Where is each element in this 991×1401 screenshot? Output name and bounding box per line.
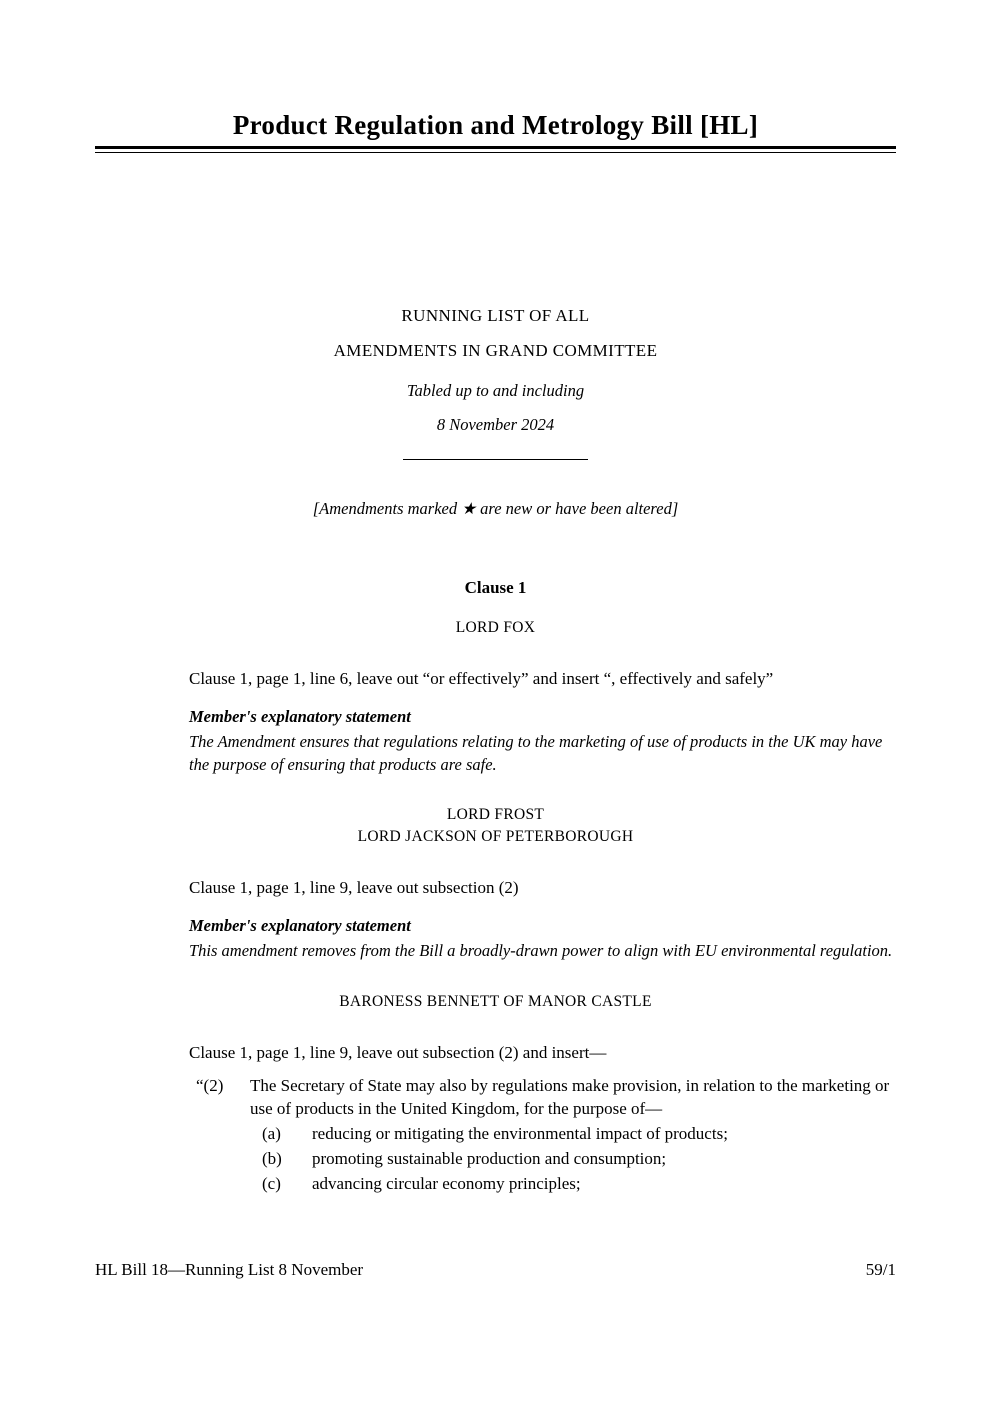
sponsor-name: LORD FOX xyxy=(455,619,536,636)
sponsor-name: BARONESS BENNETT OF MANOR CASTLE xyxy=(339,992,652,1010)
sponsor-list xyxy=(95,804,896,848)
sub-item-label: (a) xyxy=(262,1123,281,1143)
tabled-note-line-2: 8 November 2024 xyxy=(436,415,555,434)
tabled-note xyxy=(95,374,896,442)
amendment xyxy=(95,991,896,1196)
star-icon: ★ xyxy=(461,499,477,518)
explanatory-statement-heading: Member's explanatory statement xyxy=(189,916,411,935)
explanatory-statement-heading: Member's explanatory statement xyxy=(189,707,411,726)
sub-item xyxy=(250,1146,896,1171)
footer-page-number: 59/1 xyxy=(865,1260,896,1279)
amendment-instruction: Clause 1, page 1, line 6, leave out “or effectively” and insert “, effectively and safely” xyxy=(189,669,774,688)
sponsor-list xyxy=(95,617,896,639)
footer-bill-info: HL Bill 18—Running List 8 November xyxy=(95,1260,364,1279)
running-list-line-2: AMENDMENTS IN GRAND COMMITTEE xyxy=(333,341,658,360)
sub-item-text: promoting sustainable production and consumption; xyxy=(312,1148,667,1168)
explanatory-statement-text: The Amendment ensures that regulations relating to the marketing of use of products in the UK may have the purpose of ensuring that products are safe. xyxy=(189,732,883,774)
explanatory-statement-text: This amendment removes from the Bill a broadly-drawn power to align with EU environmental regulation. xyxy=(189,941,893,960)
inserted-subsection xyxy=(196,1074,896,1196)
amendment xyxy=(95,617,896,776)
running-list-heading xyxy=(95,298,896,368)
sub-item xyxy=(250,1171,896,1196)
title-rule xyxy=(95,146,896,153)
subsection-number: “(2) xyxy=(196,1075,224,1095)
clause-heading: Clause 1 xyxy=(464,578,527,597)
page-footer xyxy=(95,1258,896,1282)
running-list-line-1: RUNNING LIST OF ALL xyxy=(401,306,590,325)
sub-item xyxy=(250,1121,896,1146)
sub-item-text: reducing or mitigating the environmental impact of products; xyxy=(312,1123,728,1143)
sub-item-label: (c) xyxy=(262,1173,281,1193)
marked-note-prefix: [Amendments marked xyxy=(312,499,458,518)
amendment-instruction: Clause 1, page 1, line 9, leave out subsection (2) xyxy=(189,878,519,897)
amendment xyxy=(95,804,896,963)
amendments-marked-note xyxy=(95,496,896,521)
sponsor-name: LORD JACKSON OF PETERBOROUGH xyxy=(357,828,634,845)
sub-item-text: advancing circular economy principles; xyxy=(312,1173,581,1193)
sponsor-name: LORD FROST xyxy=(446,806,545,823)
sponsor-list xyxy=(95,991,896,1013)
bill-title: Product Regulation and Metrology Bill [HL] xyxy=(232,110,759,140)
amendment-instruction: Clause 1, page 1, line 9, leave out subsection (2) and insert— xyxy=(189,1042,607,1062)
tabled-note-line-1: Tabled up to and including xyxy=(406,381,585,400)
section-divider-rule xyxy=(403,459,588,460)
marked-note-suffix: are new or have been altered] xyxy=(480,499,679,518)
sub-item-label: (b) xyxy=(262,1148,282,1168)
subsection-text: The Secretary of State may also by regulations make provision, in relation to the marketing or use of products in the United Kingdom, for the purpose of— xyxy=(250,1075,890,1118)
subsection-body xyxy=(250,1074,896,1196)
